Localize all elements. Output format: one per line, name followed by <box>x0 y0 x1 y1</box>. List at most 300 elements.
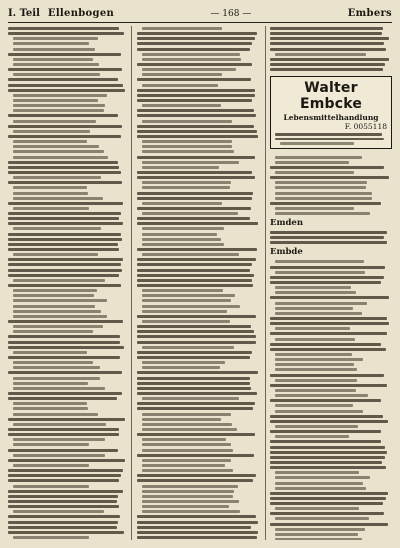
entry-line <box>270 32 382 35</box>
entry-line <box>8 341 120 344</box>
entry-line <box>142 320 230 323</box>
entry-line <box>13 104 105 107</box>
last-keyword: Embers <box>347 8 392 19</box>
entry-line <box>8 346 124 349</box>
entry-line <box>142 418 221 421</box>
entry-line <box>8 531 124 534</box>
entry-line <box>275 156 362 159</box>
entry-line <box>142 181 231 184</box>
entry-line <box>142 495 233 498</box>
entry-line <box>13 382 88 385</box>
entry-line <box>8 161 118 164</box>
entry-line <box>13 192 88 195</box>
entry-line <box>137 258 256 261</box>
entry-line <box>13 315 107 318</box>
entry-line <box>13 366 100 369</box>
entry-line <box>8 212 121 215</box>
entry-line <box>13 438 105 441</box>
entry-line <box>13 186 87 189</box>
entry-line <box>8 243 118 246</box>
entry-line <box>275 192 372 195</box>
entry-line <box>275 507 359 510</box>
entry-list <box>137 26 261 539</box>
entry-line <box>13 99 98 102</box>
entry-line <box>275 353 352 356</box>
entry-line <box>270 415 383 418</box>
entry-line <box>142 238 221 241</box>
entry-line <box>142 84 218 87</box>
entry-line <box>275 435 349 438</box>
entry-line <box>13 407 88 410</box>
entry-line <box>270 446 385 449</box>
entry-line <box>142 397 239 400</box>
entry-line <box>137 454 254 457</box>
entry-line <box>142 68 236 71</box>
entry-line <box>137 94 255 97</box>
entry-line <box>270 332 387 335</box>
entry-line <box>8 222 123 225</box>
entry-line <box>13 325 103 328</box>
entry-line <box>137 392 257 395</box>
entry-line <box>137 269 250 272</box>
entry-line <box>8 459 125 462</box>
entry-line <box>137 351 252 354</box>
entry-line <box>142 413 231 416</box>
entry-line <box>142 27 222 30</box>
entry-line <box>270 456 385 459</box>
entry-line <box>8 526 117 529</box>
entry-line <box>8 53 121 56</box>
entry-line <box>8 166 119 169</box>
entry-line <box>270 266 385 269</box>
entry-line <box>13 377 100 380</box>
entry-line <box>137 274 254 277</box>
entry-list <box>270 26 392 71</box>
page-header <box>8 5 392 23</box>
entry-line <box>270 466 386 469</box>
entry-line <box>142 505 229 508</box>
entry-line <box>270 492 388 495</box>
entry-line <box>13 351 87 354</box>
entry-line <box>137 217 250 220</box>
entry-line <box>8 515 120 518</box>
entry-list <box>270 155 392 216</box>
entry-line <box>270 502 383 505</box>
entry-line <box>13 130 90 133</box>
entry-line <box>275 161 349 164</box>
entry-line <box>270 322 389 325</box>
entry-line <box>137 42 252 45</box>
entry-line <box>137 176 255 179</box>
entry-line <box>270 276 384 279</box>
entry-line <box>8 479 119 482</box>
entry-line <box>137 114 256 117</box>
entry-line <box>8 469 123 472</box>
entry-line <box>8 428 119 431</box>
entry-line <box>13 109 104 112</box>
part-label: I. Teil <box>8 8 40 19</box>
entry-line <box>13 253 98 256</box>
first-keyword: Ellenbogen <box>47 8 115 19</box>
entry-line <box>13 207 89 210</box>
entry-line <box>8 248 119 251</box>
entry-line <box>8 171 121 174</box>
entry-line <box>142 310 227 313</box>
column-left <box>8 26 128 540</box>
entry-line <box>142 166 219 169</box>
advertisement-box <box>270 76 392 149</box>
entry-line <box>275 538 362 540</box>
entry-line <box>270 384 387 387</box>
entry-line <box>142 500 239 503</box>
entry-line <box>142 459 231 462</box>
entry-line <box>8 233 121 236</box>
entry-line <box>8 284 121 287</box>
entry-line <box>8 392 122 395</box>
entry-line <box>13 37 98 40</box>
entry-line <box>8 125 122 128</box>
entry-line <box>8 258 123 261</box>
subheading-embde: Embde <box>270 247 303 258</box>
entry-line <box>8 217 119 220</box>
entry-line <box>137 78 251 81</box>
entry-line <box>137 248 257 251</box>
entry-line <box>142 485 238 488</box>
entry-line <box>8 84 123 87</box>
entry-line <box>275 476 370 479</box>
entry-list <box>270 230 392 244</box>
entry-line <box>13 289 97 292</box>
entry-line <box>137 171 252 174</box>
entry-line <box>275 394 368 397</box>
entry-line <box>142 227 224 230</box>
entry-line <box>275 528 365 531</box>
entry-line <box>137 279 252 282</box>
entry-line <box>8 335 120 338</box>
entry-line <box>137 192 253 195</box>
entry-line <box>270 68 383 71</box>
entry-line <box>270 58 389 61</box>
entry-line <box>142 161 239 164</box>
entry-line <box>137 407 253 410</box>
entry-line <box>8 490 123 493</box>
entry-line <box>275 207 354 210</box>
entry-line <box>13 330 93 333</box>
entry-line <box>13 63 99 66</box>
entry-line <box>142 490 234 493</box>
entry-line <box>270 42 384 45</box>
entry-line <box>13 299 107 302</box>
entry-line <box>8 135 121 138</box>
entry-line <box>8 181 122 184</box>
entry-line <box>142 305 240 308</box>
entry-line <box>275 286 351 289</box>
entry-line <box>8 32 124 35</box>
entry-line <box>13 361 93 364</box>
entry-line <box>137 89 255 92</box>
entry-line <box>137 521 258 524</box>
entry-line <box>270 281 381 284</box>
entry-line <box>13 294 94 297</box>
entry-line <box>270 166 384 169</box>
entry-line <box>13 387 105 390</box>
entry-line <box>8 78 118 81</box>
entry-line <box>13 443 89 446</box>
entry-line <box>137 99 252 102</box>
entry-line <box>13 454 105 457</box>
entry-line <box>270 202 381 205</box>
entry-line <box>13 485 89 488</box>
entry-line <box>8 433 119 436</box>
entry-line <box>142 510 240 513</box>
entry-line <box>13 120 96 123</box>
entry-line <box>275 425 358 428</box>
entry-line <box>8 274 119 277</box>
entry-line <box>142 140 232 143</box>
entry-line <box>137 325 251 328</box>
page-number: — 168 — <box>210 8 252 19</box>
entry-line <box>270 231 387 234</box>
entry-line <box>270 37 389 40</box>
entry-line <box>13 279 105 282</box>
ad-phone: F. 0055118 <box>344 122 387 132</box>
entry-line <box>8 521 118 524</box>
entry-line <box>270 63 385 66</box>
entry-line <box>142 104 221 107</box>
entry-line <box>137 531 258 534</box>
entry-line <box>8 500 117 503</box>
entry-line <box>275 533 358 536</box>
entry-line <box>270 317 387 320</box>
entry-line <box>142 212 238 215</box>
entry-line <box>8 114 118 117</box>
entry-line <box>13 310 101 313</box>
entry-line <box>137 197 252 200</box>
entry-line <box>270 176 389 179</box>
entry-line <box>142 53 240 56</box>
entry-line <box>270 27 383 30</box>
entry-line <box>275 291 356 294</box>
entry-line <box>137 207 251 210</box>
entry-line <box>275 517 369 520</box>
entry-list <box>270 259 392 540</box>
entry-line <box>280 142 354 145</box>
entry-line <box>13 305 95 308</box>
entry-line <box>142 150 234 153</box>
entry-line <box>137 125 254 128</box>
entry-line <box>275 186 366 189</box>
entry-line <box>270 430 381 433</box>
entry-line <box>142 145 232 148</box>
entry-line <box>8 68 122 71</box>
entry-line <box>137 536 257 539</box>
entry-line <box>137 37 255 40</box>
entry-line <box>137 387 251 390</box>
entry-line <box>142 423 232 426</box>
entry-line <box>13 402 87 405</box>
entry-line <box>137 382 250 385</box>
entry-line <box>137 433 255 436</box>
column-right <box>270 26 392 540</box>
entry-line <box>275 363 354 366</box>
subheading-emden: Emden <box>270 218 304 229</box>
entry-line <box>8 505 119 508</box>
entry-line <box>275 138 384 141</box>
entry-line <box>142 449 233 452</box>
entry-line <box>270 451 387 454</box>
entry-line <box>275 307 353 310</box>
entry-line <box>13 510 104 513</box>
entry-line <box>142 58 241 61</box>
entry-line <box>275 171 354 174</box>
entry-line <box>137 474 256 477</box>
entry-line <box>137 377 250 380</box>
entry-line <box>275 302 367 305</box>
entry-line <box>142 443 231 446</box>
ad-business-name: Walter Embcke <box>299 80 363 113</box>
entry-line <box>142 299 231 302</box>
entry-line <box>270 348 386 351</box>
ad-business-type: Lebensmittelhandlung <box>283 113 379 123</box>
entry-line <box>142 289 223 292</box>
entry-line <box>275 471 359 474</box>
entry-line <box>13 176 101 179</box>
entry-line <box>142 253 239 256</box>
entry-line <box>137 109 254 112</box>
entry-line <box>270 399 381 402</box>
entry-line <box>13 464 89 467</box>
entry-line <box>8 397 117 400</box>
entry-line <box>142 438 226 441</box>
entry-line <box>8 202 123 205</box>
entry-line <box>275 53 366 56</box>
entry-line <box>8 449 118 452</box>
entry-line <box>142 233 217 236</box>
entry-line <box>8 27 119 30</box>
entry-line <box>13 73 100 76</box>
entry-line <box>8 371 122 374</box>
entry-line <box>137 135 258 138</box>
entry-line <box>13 94 107 97</box>
entry-line <box>275 410 363 413</box>
entry-line <box>275 338 355 341</box>
column-divider <box>265 26 266 540</box>
entry-line <box>275 358 363 361</box>
entry-line <box>142 428 237 431</box>
entry-line <box>275 181 367 184</box>
entry-line <box>137 356 250 359</box>
entry-line <box>137 330 254 333</box>
entry-line <box>137 479 253 482</box>
entry-line <box>8 263 121 266</box>
entry-line <box>137 32 257 35</box>
entry-line <box>275 212 370 215</box>
entry-line <box>137 335 256 338</box>
entry-line <box>142 464 225 467</box>
entry-line <box>270 523 388 526</box>
entry-line <box>8 356 120 359</box>
entry-line <box>275 389 356 392</box>
entry-line <box>137 130 257 133</box>
entry-line <box>275 271 365 274</box>
entry-line <box>142 361 225 364</box>
entry-line <box>137 371 258 374</box>
entry-line <box>13 536 89 539</box>
entry-line <box>13 48 95 51</box>
entry-line <box>270 497 386 500</box>
entry-line <box>142 73 222 76</box>
entry-line <box>13 42 89 45</box>
entry-line <box>137 341 256 344</box>
entry-line <box>275 379 357 382</box>
entry-line <box>13 145 99 148</box>
ad-address-lines <box>275 133 387 145</box>
entry-line <box>137 263 252 266</box>
entry-line <box>8 238 122 241</box>
entry-line <box>13 150 104 153</box>
entry-line <box>270 420 388 423</box>
entry-line <box>13 197 103 200</box>
entry-line <box>142 120 232 123</box>
entry-line <box>142 202 222 205</box>
entry-line <box>13 58 93 61</box>
entry-line <box>142 366 220 369</box>
entry-line <box>13 227 101 230</box>
entry-line <box>275 197 372 200</box>
entry-line <box>275 312 362 315</box>
entry-line <box>275 260 364 263</box>
entry-line <box>8 474 121 477</box>
entry-line <box>275 368 357 371</box>
entry-line <box>270 296 389 299</box>
entry-line <box>137 284 253 287</box>
entry-line <box>8 269 122 272</box>
column-divider <box>131 26 132 540</box>
entry-line <box>137 48 250 51</box>
entry-line <box>275 482 363 485</box>
entry-line <box>137 222 258 225</box>
entry-line <box>275 487 366 490</box>
entry-line <box>13 413 98 416</box>
entry-line <box>137 402 255 405</box>
entry-line <box>270 241 387 244</box>
entry-line <box>137 315 256 318</box>
entry-line <box>13 156 108 159</box>
entry-line <box>142 186 230 189</box>
entry-line <box>8 320 123 323</box>
entry-line <box>142 294 235 297</box>
entry-list <box>8 26 128 539</box>
entry-line <box>142 469 233 472</box>
entry-line <box>270 374 384 377</box>
entry-line <box>142 243 224 246</box>
entry-line <box>275 404 353 407</box>
entry-line <box>270 461 382 464</box>
entry-line <box>8 418 125 421</box>
entry-line <box>137 156 255 159</box>
entry-line <box>275 327 350 330</box>
entry-line <box>137 63 252 66</box>
column-middle <box>137 26 261 540</box>
entry-line <box>137 526 251 529</box>
entry-line <box>13 140 87 143</box>
entry-line <box>8 89 125 92</box>
entry-line <box>8 495 118 498</box>
entry-line <box>142 346 234 349</box>
entry-line <box>270 343 381 346</box>
entry-line <box>270 236 384 239</box>
entry-line <box>137 515 256 518</box>
